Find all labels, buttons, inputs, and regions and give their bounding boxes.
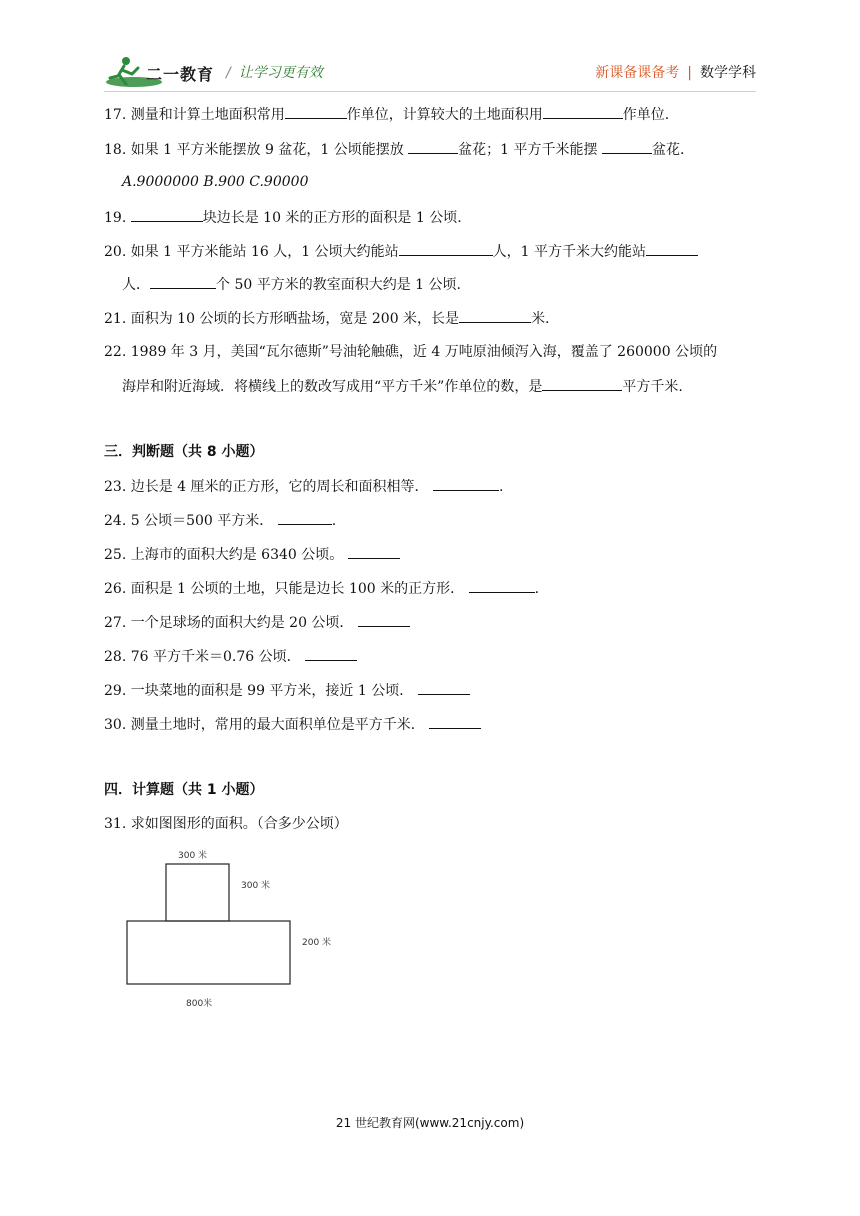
header-slogan: / 让学习更有效 (226, 65, 323, 81)
question-27: 27. 一个足球场的面积大约是 20 公顷． (104, 612, 410, 633)
question-28: 28. 76 平方千米＝0.76 公顷． (104, 646, 357, 667)
question-17: 17. 测量和计算土地面积常用 作单位，计算较大的土地面积用 作单位. (104, 104, 669, 125)
question-31: 31. 求如图图形的面积。（合多少公顷） (104, 816, 348, 832)
question-18: 18. 如果 1 平方米能摆放 9 盆花，1 公顷能摆放 盆花；1 平方千米能摆 盆花. (104, 139, 684, 160)
question-25: 25. 上海市的面积大约是 6340 公顷。 (104, 544, 400, 565)
question-22: 22. 1989 年 3 月，美国“瓦尔德斯”号油轮触礁，近 4 万吨原油倾泻入海，覆盖了 260000 公顷的 (104, 344, 718, 360)
answer-blank[interactable] (543, 104, 623, 119)
label-top-width: 300 米 (178, 851, 208, 861)
header-divider (104, 91, 756, 92)
answer-blank[interactable] (278, 510, 332, 525)
question-20-continued: 人． 个 50 平方米的教室面积大约是 1 公顷. (122, 274, 461, 295)
answer-blank[interactable] (399, 241, 493, 256)
answer-blank[interactable] (305, 646, 357, 661)
question-20: 20. 如果 1 平方米能站 16 人，1 公顷大约能站 人，1 平方千米大约能站 (104, 241, 698, 262)
answer-blank[interactable] (646, 241, 698, 256)
question-21: 21. 面积为 10 公顷的长方形晒盐场，宽是 200 米，长是 米. (104, 308, 550, 329)
question-29: 29. 一块菜地的面积是 99 平方米，接近 1 公顷． (104, 680, 470, 701)
header-subject: 新课备课备考 | 数学学科 (595, 65, 756, 81)
answer-blank[interactable] (131, 207, 203, 222)
page-header (0, 0, 860, 100)
answer-blank[interactable] (433, 476, 499, 491)
answer-blank[interactable] (150, 274, 216, 289)
label-top-height: 300 米 (241, 881, 271, 891)
answer-blank[interactable] (285, 104, 347, 119)
question-19: 19. 块边长是 10 米的正方形的面积是 1 公顷. (104, 207, 462, 228)
question-30: 30. 测量土地时，常用的最大面积单位是平方千米． (104, 714, 481, 735)
answer-blank[interactable] (542, 376, 622, 391)
answer-blank[interactable] (408, 139, 458, 154)
answer-blank[interactable] (469, 578, 535, 593)
label-bottom-height: 200 米 (302, 938, 332, 948)
answer-blank[interactable] (602, 139, 652, 154)
question-22-continued: 海岸和附近海域．将横线上的数改写成用“平方千米”作单位的数，是 平方千米. (122, 376, 683, 397)
question-26: 26. 面积是 1 公顷的土地，只能是边长 100 米的正方形． . (104, 578, 539, 599)
question-23: 23. 边长是 4 厘米的正方形，它的周长和面积相等． . (104, 476, 503, 497)
question-24: 24. 5 公顷＝500 平方米． . (104, 510, 336, 531)
answer-blank[interactable] (418, 680, 470, 695)
logo-text: 二一教育 (146, 65, 215, 84)
figure-bottom-rectangle (127, 921, 290, 984)
question-18-options: A.9000000 B.900 C.90000 (122, 174, 309, 190)
answer-blank[interactable] (348, 544, 400, 559)
answer-blank[interactable] (459, 308, 531, 323)
answer-blank[interactable] (358, 612, 410, 627)
section-title-judgement: 三．判断题（共 8 小题） (104, 444, 264, 460)
area-figure (120, 842, 360, 1012)
label-bottom-width: 800米 (186, 999, 213, 1009)
section-title-calculation: 四．计算题（共 1 小题） (104, 782, 264, 798)
page-footer: 21 世纪教育网(www.21cnjy.com) (335, 1116, 525, 1130)
answer-blank[interactable] (429, 714, 481, 729)
figure-top-square (166, 864, 229, 921)
